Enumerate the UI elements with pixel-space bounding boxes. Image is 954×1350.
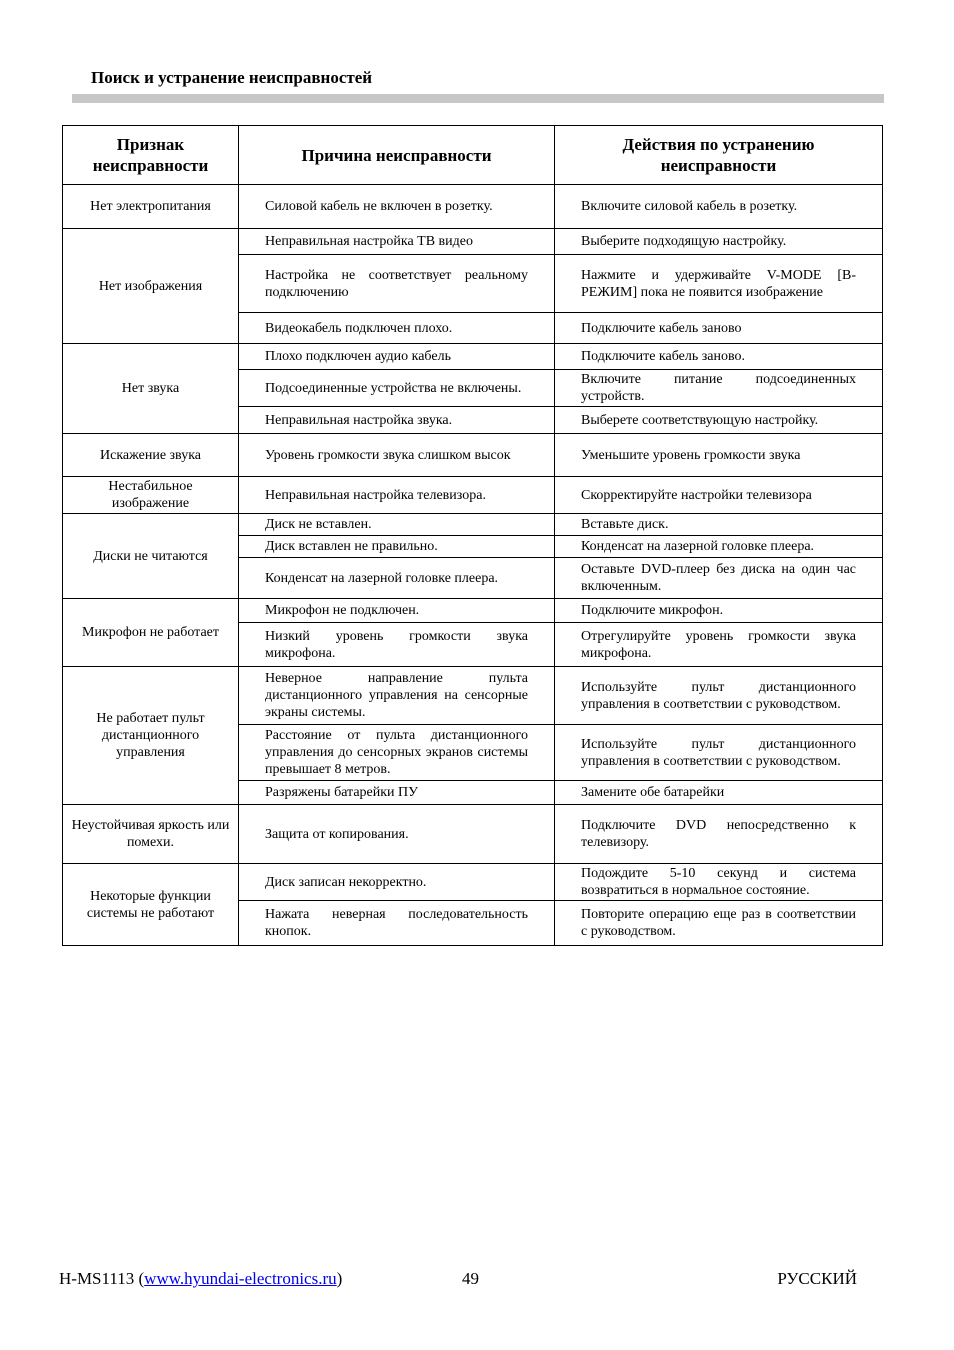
cause-cell: Неправильная настройка звука. [239,407,555,434]
column-header-symptom: Признак неисправности [63,126,239,185]
symptom-cell: Не работает пульт дистанционного управления [63,667,239,805]
cause-cell: Микрофон не подключен. [239,599,555,623]
action-cell: Скорректируйте настройки телевизора [555,477,883,514]
table-body [63,185,883,946]
action-cell: Выберите подходящую настройку. [555,229,883,255]
table-row [63,514,883,536]
action-cell: Уменьшите уровень громкости звука [555,434,883,477]
symptom-cell: Нет изображения [63,229,239,344]
cause-cell: Конденсат на лазерной головке плеера. [239,558,555,599]
action-cell: Подключите кабель заново [555,313,883,344]
action-cell: Используйте пульт дистанционного управления в соответствии с руководством. [555,725,883,781]
troubleshooting-table [62,125,883,946]
action-cell: Вставьте диск. [555,514,883,536]
action-cell: Используйте пульт дистанционного управления в соответствии с руководством. [555,667,883,725]
table-row [63,229,883,255]
action-cell: Подождите 5-10 секунд и система возвратиться в нормальное состояние. [555,864,883,901]
table-row [63,599,883,623]
symptom-cell: Некоторые функции системы не работают [63,864,239,946]
page-number: 49 [462,1269,479,1288]
footer-model-close: ) [336,1269,343,1288]
column-header-cause: Причина неисправности [239,126,555,185]
table-row [63,185,883,229]
cause-cell: Разряжены батарейки ПУ [239,781,555,805]
footer-language: РУССКИЙ [777,1269,857,1288]
cause-cell: Видеокабель подключен плохо. [239,313,555,344]
symptom-cell: Нет электропитания [63,185,239,229]
symptom-cell: Микрофон не работает [63,599,239,667]
action-cell: Оставьте DVD-плеер без диска на один час включенным. [555,558,883,599]
table-row [63,667,883,725]
symptom-cell: Нестабильное изображение [63,477,239,514]
cause-cell: Неверное направление пульта дистанционного управления на сенсорные экраны системы. [239,667,555,725]
footer-model [59,1269,342,1289]
action-cell: Замените обе батарейки [555,781,883,805]
cause-cell: Неправильная настройка ТВ видео [239,229,555,255]
cause-cell: Подсоединенные устройства не включены. [239,370,555,407]
action-cell: Включите питание подсоединенных устройств. [555,370,883,407]
action-cell: Повторите операцию еще раз в соответствии с руководством. [555,901,883,946]
action-cell: Подключите кабель заново. [555,344,883,370]
table-header-row [63,126,883,185]
table-row [63,805,883,864]
action-cell: Отрегулируйте уровень громкости звука микрофона. [555,623,883,667]
column-header-action: Действия по устранению неисправности [555,126,883,185]
table-row [63,477,883,514]
action-cell: Нажмите и удерживайте V-MODE [В-РЕЖИМ] пока не появится изображение [555,255,883,313]
symptom-cell: Нет звука [63,344,239,434]
cause-cell: Силовой кабель не включен в розетку. [239,185,555,229]
symptom-cell: Неустойчивая яркость или помехи. [63,805,239,864]
cause-cell: Защита от копирования. [239,805,555,864]
table-row [63,434,883,477]
cause-cell: Нажата неверная последовательность кнопок. [239,901,555,946]
cause-cell: Расстояние от пульта дистанционного управления до сенсорных экранов системы превышает 8 метров. [239,725,555,781]
cause-cell: Уровень громкости звука слишком высок [239,434,555,477]
action-cell: Выберете соответствующую настройку. [555,407,883,434]
cause-cell: Диск не вставлен. [239,514,555,536]
cause-cell: Диск записан некорректно. [239,864,555,901]
symptom-cell: Искажение звука [63,434,239,477]
action-cell: Конденсат на лазерной головке плеера. [555,536,883,558]
page-title: Поиск и устранение неисправностей [91,68,373,87]
action-cell: Подключите DVD непосредственно к телевизору. [555,805,883,864]
footer-website-link[interactable]: www.hyundai-electronics.ru [144,1269,337,1288]
symptom-cell: Диски не читаются [63,514,239,599]
cause-cell: Плохо подключен аудио кабель [239,344,555,370]
table-row [63,864,883,901]
cause-cell: Настройка не соответствует реальному подключению [239,255,555,313]
cause-cell: Неправильная настройка телевизора. [239,477,555,514]
table-row [63,344,883,370]
title-rule [72,94,884,103]
action-cell: Подключите микрофон. [555,599,883,623]
action-cell: Включите силовой кабель в розетку. [555,185,883,229]
footer-model-text: H-MS1113 ( [59,1269,145,1288]
cause-cell: Низкий уровень громкости звука микрофона. [239,623,555,667]
cause-cell: Диск вставлен не правильно. [239,536,555,558]
